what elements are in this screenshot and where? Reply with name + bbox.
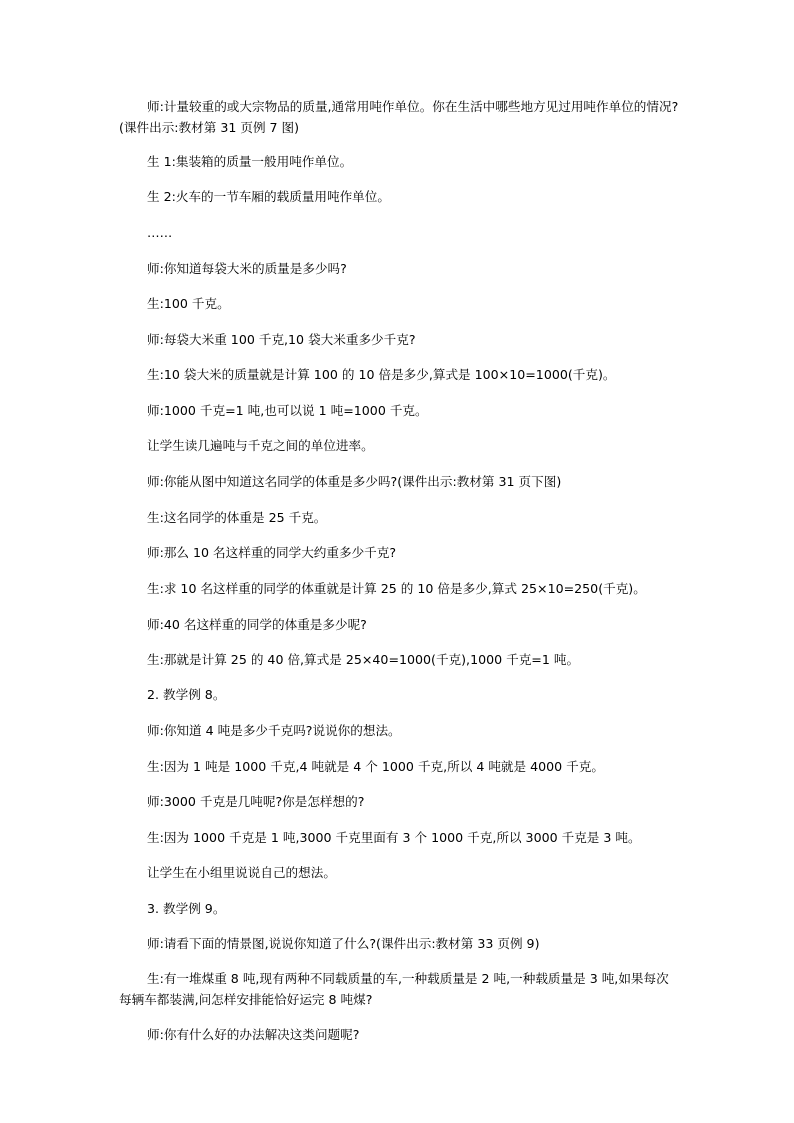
- paragraph: 师:你有什么好的办法解决这类问题呢?: [147, 1027, 360, 1042]
- paragraph: 生 2:火车的一节车厢的载质量用吨作单位。: [147, 189, 390, 204]
- paragraph: 师:你能从图中知道这名同学的体重是多少吗?(课件出示:教材第 31 页下图): [147, 474, 562, 489]
- paragraph: 师:每袋大米重 100 千克,10 袋大米重多少千克?: [147, 332, 416, 347]
- paragraph: 生:因为 1 吨是 1000 千克,4 吨就是 4 个 1000 千克,所以 4 吨就是 4000 千克。: [147, 759, 604, 774]
- paragraph: 师:你知道每袋大米的质量是多少吗?: [147, 261, 347, 276]
- paragraph: 师:你知道 4 吨是多少千克吗?说说你的想法。: [147, 723, 401, 738]
- paragraph: 师:1000 千克=1 吨,也可以说 1 吨=1000 千克。: [147, 403, 428, 418]
- paragraph: 师:3000 千克是几吨呢?你是怎样想的?: [147, 794, 365, 809]
- paragraph: 师:40 名这样重的同学的体重是多少呢?: [147, 617, 367, 632]
- paragraph: 生:这名同学的体重是 25 千克。: [147, 510, 327, 525]
- paragraph: 让学生读几遍吨与千克之间的单位进率。: [147, 438, 374, 453]
- section-heading: 2. 教学例 8。: [147, 687, 226, 702]
- paragraph: 让学生在小组里说说自己的想法。: [147, 865, 336, 880]
- paragraph: 生:100 千克。: [147, 296, 230, 311]
- paragraph: 师:那么 10 名这样重的同学大约重多少千克?: [147, 545, 397, 560]
- paragraph: ……: [147, 225, 173, 240]
- paragraph: 生:求 10 名这样重的同学的体重就是计算 25 的 10 倍是多少,算式 25×10=250(千克)。: [147, 581, 646, 596]
- paragraph: 师:请看下面的情景图,说说你知道了什么?(课件出示:教材第 33 页例 9): [147, 936, 540, 951]
- paragraph: 生:那就是计算 25 的 40 倍,算式是 25×40=1000(千克),1000 千克=1 吨。: [147, 652, 580, 667]
- paragraph: 生:因为 1000 千克是 1 吨,3000 千克里面有 3 个 1000 千克,所以 3000 千克是 3 吨。: [147, 830, 641, 845]
- paragraph: 师:计量较重的或大宗物品的质量,通常用吨作单位。你在生活中哪些地方见过用吨作单位的情况?(课件出示:教材第 31 页例 7 图): [119, 99, 679, 135]
- paragraph: 生:有一堆煤重 8 吨,现有两种不同载质量的车,一种载质量是 2 吨,一种载质量是 3 吨,如果每次每辆车都装满,问怎样安排能恰好运完 8 吨煤?: [119, 971, 669, 1007]
- paragraph: 生 1:集装箱的质量一般用吨作单位。: [147, 154, 353, 169]
- paragraph: 生:10 袋大米的质量就是计算 100 的 10 倍是多少,算式是 100×10=1000(千克)。: [147, 367, 616, 382]
- section-heading: 3. 教学例 9。: [147, 901, 226, 916]
